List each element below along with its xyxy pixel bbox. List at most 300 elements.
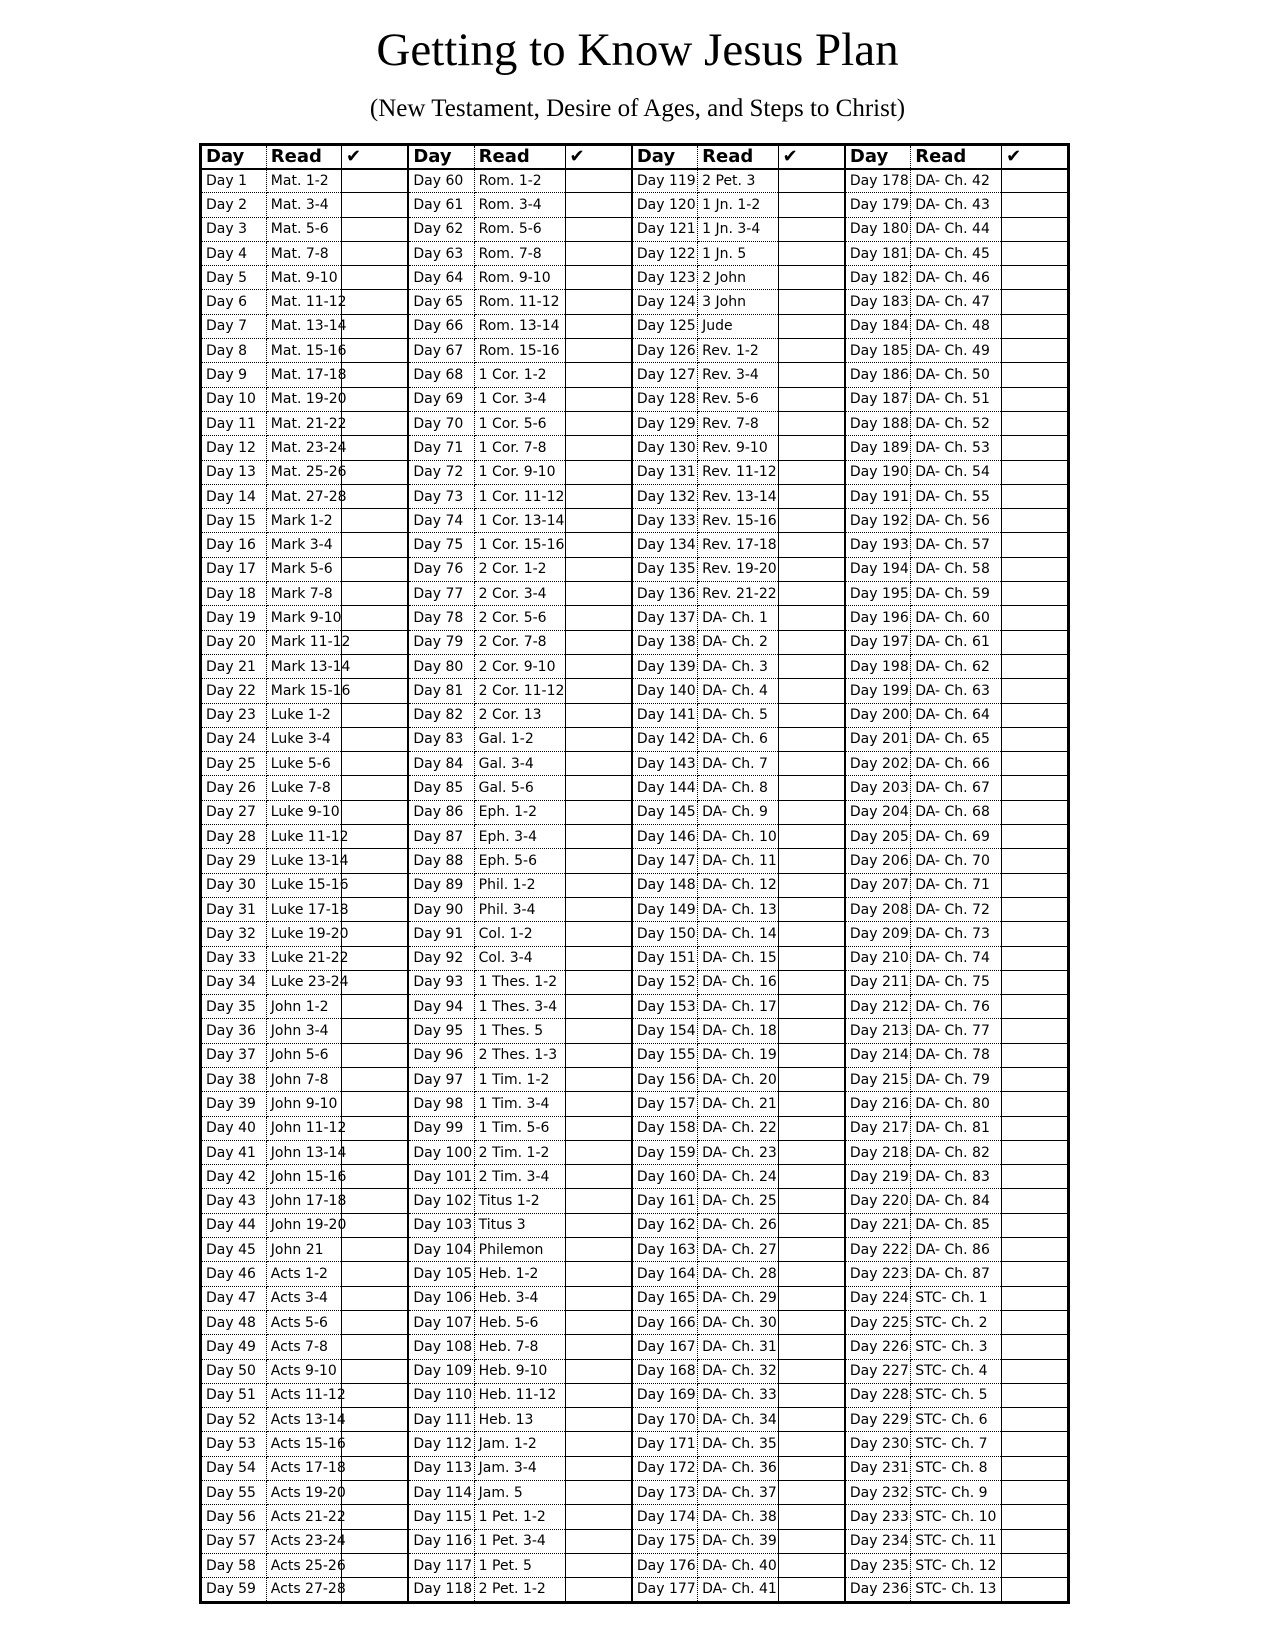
- checkbox-cell[interactable]: [1002, 922, 1069, 946]
- day-cell: Day 31: [201, 897, 267, 921]
- checkbox-cell[interactable]: [342, 460, 409, 484]
- checkbox-cell[interactable]: [1002, 1553, 1069, 1577]
- checkbox-cell[interactable]: [342, 1189, 409, 1213]
- checkbox-cell[interactable]: [1002, 800, 1069, 824]
- checkbox-cell[interactable]: [1002, 1092, 1069, 1116]
- table-row: [201, 1383, 1069, 1407]
- reading-cell: Mat. 1-2: [266, 169, 341, 193]
- checkbox-cell[interactable]: [565, 922, 632, 946]
- checkbox-cell[interactable]: [1002, 1043, 1069, 1067]
- checkbox-cell[interactable]: [565, 1456, 632, 1480]
- checkbox-cell[interactable]: [778, 1481, 845, 1505]
- day-cell: Day 90: [408, 897, 474, 921]
- checkbox-cell[interactable]: [565, 1116, 632, 1140]
- day-cell: Day 43: [201, 1189, 267, 1213]
- day-cell: Day 125: [632, 314, 698, 338]
- day-cell: Day 149: [632, 897, 698, 921]
- checkbox-cell[interactable]: [1002, 703, 1069, 727]
- checkbox-cell[interactable]: [565, 727, 632, 751]
- checkbox-cell[interactable]: [342, 752, 409, 776]
- checkbox-cell[interactable]: [1002, 1140, 1069, 1164]
- reading-cell: Col. 3-4: [474, 946, 565, 970]
- checkbox-cell[interactable]: [778, 363, 845, 387]
- checkbox-cell[interactable]: [778, 1140, 845, 1164]
- checkbox-cell[interactable]: [565, 654, 632, 678]
- checkbox-cell[interactable]: [565, 1505, 632, 1529]
- reading-cell: Luke 19-20: [266, 922, 341, 946]
- checkbox-cell[interactable]: [342, 1383, 409, 1407]
- checkbox-cell[interactable]: [342, 266, 409, 290]
- checkbox-cell[interactable]: [778, 460, 845, 484]
- checkbox-cell[interactable]: [565, 557, 632, 581]
- checkbox-cell[interactable]: [778, 266, 845, 290]
- checkbox-cell[interactable]: [778, 1067, 845, 1091]
- checkbox-cell[interactable]: [342, 679, 409, 703]
- checkbox-cell[interactable]: [778, 970, 845, 994]
- checkbox-cell[interactable]: [778, 314, 845, 338]
- checkbox-cell[interactable]: [342, 1359, 409, 1383]
- checkbox-cell[interactable]: [565, 703, 632, 727]
- checkbox-cell[interactable]: [342, 1140, 409, 1164]
- reading-cell: DA- Ch. 52: [911, 411, 1002, 435]
- checkbox-cell[interactable]: [1002, 1383, 1069, 1407]
- checkbox-cell[interactable]: [565, 533, 632, 557]
- checkbox-cell[interactable]: [565, 1140, 632, 1164]
- checkbox-cell[interactable]: [342, 1116, 409, 1140]
- checkbox-cell[interactable]: [565, 484, 632, 508]
- checkbox-cell[interactable]: [1002, 849, 1069, 873]
- checkbox-cell[interactable]: [342, 1067, 409, 1091]
- checkbox-cell[interactable]: [1002, 1262, 1069, 1286]
- checkbox-cell[interactable]: [1002, 970, 1069, 994]
- checkbox-cell[interactable]: [1002, 1116, 1069, 1140]
- checkbox-cell[interactable]: [1002, 1529, 1069, 1553]
- checkbox-cell[interactable]: [342, 825, 409, 849]
- checkbox-cell[interactable]: [1002, 1578, 1069, 1602]
- checkbox-cell[interactable]: [1002, 1189, 1069, 1213]
- checkbox-cell[interactable]: [778, 339, 845, 363]
- checkbox-cell[interactable]: [342, 533, 409, 557]
- checkbox-cell[interactable]: [342, 946, 409, 970]
- checkbox-cell[interactable]: [342, 1262, 409, 1286]
- checkbox-cell[interactable]: [565, 387, 632, 411]
- checkbox-cell[interactable]: [1002, 727, 1069, 751]
- checkbox-cell[interactable]: [1002, 946, 1069, 970]
- checkbox-cell[interactable]: [565, 1310, 632, 1334]
- day-cell: Day 128: [632, 387, 698, 411]
- checkbox-cell[interactable]: [778, 1505, 845, 1529]
- day-cell: Day 139: [632, 654, 698, 678]
- checkbox-cell[interactable]: [1002, 606, 1069, 630]
- reading-cell: STC- Ch. 11: [911, 1529, 1002, 1553]
- checkbox-cell[interactable]: [342, 509, 409, 533]
- table-row: [201, 1140, 1069, 1164]
- checkbox-cell[interactable]: [778, 776, 845, 800]
- checkbox-cell[interactable]: [778, 1432, 845, 1456]
- checkbox-cell[interactable]: [565, 897, 632, 921]
- checkbox-cell[interactable]: [778, 1092, 845, 1116]
- checkbox-cell[interactable]: [565, 1286, 632, 1310]
- checkbox-cell[interactable]: [778, 1383, 845, 1407]
- day-cell: Day 83: [408, 727, 474, 751]
- checkbox-cell[interactable]: [1002, 387, 1069, 411]
- checkbox-cell[interactable]: [565, 193, 632, 217]
- reading-cell: Luke 5-6: [266, 752, 341, 776]
- checkbox-cell[interactable]: [1002, 484, 1069, 508]
- checkbox-cell[interactable]: [565, 1553, 632, 1577]
- checkbox-cell[interactable]: [778, 1310, 845, 1334]
- checkbox-cell[interactable]: [342, 1310, 409, 1334]
- checkbox-cell[interactable]: [778, 436, 845, 460]
- checkbox-cell[interactable]: [778, 1213, 845, 1237]
- checkbox-cell[interactable]: [342, 1578, 409, 1602]
- checkbox-cell[interactable]: [1002, 217, 1069, 241]
- checkbox-cell[interactable]: [565, 411, 632, 435]
- reading-cell: DA- Ch. 1: [698, 606, 778, 630]
- checkbox-cell[interactable]: [342, 1165, 409, 1189]
- table-row: [201, 411, 1069, 435]
- checkbox-cell[interactable]: [342, 1408, 409, 1432]
- checkbox-cell[interactable]: [1002, 776, 1069, 800]
- checkbox-cell[interactable]: [778, 411, 845, 435]
- checkbox-cell[interactable]: [342, 290, 409, 314]
- checkbox-cell[interactable]: [778, 1043, 845, 1067]
- checkbox-cell[interactable]: [1002, 339, 1069, 363]
- checkbox-cell[interactable]: [342, 169, 409, 193]
- checkbox-cell[interactable]: [1002, 1408, 1069, 1432]
- checkbox-cell[interactable]: [1002, 752, 1069, 776]
- checkbox-cell[interactable]: [342, 897, 409, 921]
- reading-cell: DA- Ch. 74: [911, 946, 1002, 970]
- reading-cell: DA- Ch. 8: [698, 776, 778, 800]
- day-cell: Day 188: [845, 411, 911, 435]
- checkbox-cell[interactable]: [342, 241, 409, 265]
- reading-cell: DA- Ch. 66: [911, 752, 1002, 776]
- checkbox-cell[interactable]: [1002, 411, 1069, 435]
- checkbox-cell[interactable]: [565, 1213, 632, 1237]
- checkbox-cell[interactable]: [342, 1432, 409, 1456]
- day-cell: Day 199: [845, 679, 911, 703]
- checkbox-cell[interactable]: [1002, 582, 1069, 606]
- checkbox-cell[interactable]: [565, 776, 632, 800]
- checkbox-cell[interactable]: [1002, 873, 1069, 897]
- checkbox-cell[interactable]: [565, 436, 632, 460]
- checkbox-cell[interactable]: [778, 1553, 845, 1577]
- reading-cell: DA- Ch. 53: [911, 436, 1002, 460]
- checkbox-cell[interactable]: [778, 1262, 845, 1286]
- checkbox-cell[interactable]: [778, 995, 845, 1019]
- reading-cell: Mat. 5-6: [266, 217, 341, 241]
- day-cell: Day 14: [201, 484, 267, 508]
- checkbox-cell[interactable]: [342, 387, 409, 411]
- reading-cell: DA- Ch. 69: [911, 825, 1002, 849]
- checkbox-cell[interactable]: [778, 290, 845, 314]
- checkbox-cell[interactable]: [1002, 995, 1069, 1019]
- checkbox-cell[interactable]: [565, 266, 632, 290]
- day-cell: Day 35: [201, 995, 267, 1019]
- checkbox-cell[interactable]: [565, 1529, 632, 1553]
- reading-cell: 1 Thes. 3-4: [474, 995, 565, 1019]
- checkbox-cell[interactable]: [1002, 630, 1069, 654]
- checkbox-cell[interactable]: [342, 922, 409, 946]
- checkbox-cell[interactable]: [342, 436, 409, 460]
- checkbox-cell[interactable]: [778, 169, 845, 193]
- checkbox-cell[interactable]: [1002, 1019, 1069, 1043]
- checkbox-cell[interactable]: [778, 654, 845, 678]
- checkbox-cell[interactable]: [1002, 460, 1069, 484]
- checkbox-cell[interactable]: [1002, 290, 1069, 314]
- checkbox-cell[interactable]: [342, 314, 409, 338]
- checkbox-cell[interactable]: [778, 557, 845, 581]
- checkbox-cell[interactable]: [342, 1481, 409, 1505]
- checkbox-cell[interactable]: [342, 776, 409, 800]
- checkbox-cell[interactable]: [778, 873, 845, 897]
- checkbox-cell[interactable]: [342, 363, 409, 387]
- checkbox-cell[interactable]: [565, 460, 632, 484]
- checkbox-cell[interactable]: [778, 1456, 845, 1480]
- checkbox-cell[interactable]: [342, 606, 409, 630]
- checkbox-cell[interactable]: [1002, 1481, 1069, 1505]
- checkbox-cell[interactable]: [565, 339, 632, 363]
- checkbox-cell[interactable]: [1002, 897, 1069, 921]
- reading-cell: DA- Ch. 2: [698, 630, 778, 654]
- day-cell: Day 177: [632, 1578, 698, 1602]
- reading-cell: 2 Tim. 1-2: [474, 1140, 565, 1164]
- checkbox-cell[interactable]: [1002, 169, 1069, 193]
- checkbox-cell[interactable]: [778, 1286, 845, 1310]
- checkbox-cell[interactable]: [778, 1019, 845, 1043]
- checkbox-cell[interactable]: [1002, 1286, 1069, 1310]
- checkbox-cell[interactable]: [778, 752, 845, 776]
- checkbox-cell[interactable]: [1002, 436, 1069, 460]
- checkbox-cell[interactable]: [778, 1408, 845, 1432]
- reading-cell: Mat. 21-22: [266, 411, 341, 435]
- checkbox-cell[interactable]: [565, 314, 632, 338]
- checkbox-cell[interactable]: [342, 1019, 409, 1043]
- checkbox-cell[interactable]: [1002, 1213, 1069, 1237]
- checkbox-cell[interactable]: [778, 849, 845, 873]
- checkbox-cell[interactable]: [565, 363, 632, 387]
- checkbox-cell[interactable]: [565, 290, 632, 314]
- checkbox-cell[interactable]: [1002, 1310, 1069, 1334]
- checkbox-cell[interactable]: [565, 1383, 632, 1407]
- checkbox-cell[interactable]: [342, 1286, 409, 1310]
- checkbox-cell[interactable]: [1002, 1335, 1069, 1359]
- day-cell: Day 151: [632, 946, 698, 970]
- checkbox-cell[interactable]: [778, 679, 845, 703]
- checkbox-cell[interactable]: [778, 484, 845, 508]
- checkbox-cell[interactable]: [778, 1165, 845, 1189]
- day-cell: Day 109: [408, 1359, 474, 1383]
- checkbox-cell[interactable]: [1002, 654, 1069, 678]
- checkbox-cell[interactable]: [565, 1092, 632, 1116]
- checkbox-cell[interactable]: [342, 654, 409, 678]
- checkbox-cell[interactable]: [565, 1578, 632, 1602]
- checkbox-cell[interactable]: [778, 1189, 845, 1213]
- checkbox-cell[interactable]: [1002, 1165, 1069, 1189]
- checkbox-cell[interactable]: [342, 339, 409, 363]
- checkbox-cell[interactable]: [342, 582, 409, 606]
- checkbox-cell[interactable]: [565, 582, 632, 606]
- checkbox-cell[interactable]: [565, 630, 632, 654]
- checkbox-cell[interactable]: [778, 193, 845, 217]
- checkbox-cell[interactable]: [565, 1481, 632, 1505]
- day-cell: Day 96: [408, 1043, 474, 1067]
- checkbox-cell[interactable]: [778, 1529, 845, 1553]
- checkbox-cell[interactable]: [778, 241, 845, 265]
- day-cell: Day 232: [845, 1481, 911, 1505]
- checkbox-cell[interactable]: [778, 217, 845, 241]
- checkbox-cell[interactable]: [1002, 266, 1069, 290]
- checkbox-cell[interactable]: [565, 241, 632, 265]
- day-cell: Day 132: [632, 484, 698, 508]
- reading-cell: DA- Ch. 65: [911, 727, 1002, 751]
- checkbox-cell[interactable]: [342, 1043, 409, 1067]
- checkbox-cell[interactable]: [342, 1456, 409, 1480]
- read-header: Read: [698, 145, 778, 169]
- checkbox-cell[interactable]: [342, 1505, 409, 1529]
- checkbox-cell[interactable]: [565, 606, 632, 630]
- day-cell: Day 137: [632, 606, 698, 630]
- checkbox-cell[interactable]: [1002, 533, 1069, 557]
- reading-cell: DA- Ch. 82: [911, 1140, 1002, 1164]
- checkbox-cell[interactable]: [565, 1238, 632, 1262]
- checkbox-cell[interactable]: [1002, 241, 1069, 265]
- checkbox-cell[interactable]: [342, 411, 409, 435]
- checkbox-cell[interactable]: [342, 1529, 409, 1553]
- checkbox-cell[interactable]: [565, 995, 632, 1019]
- checkbox-cell[interactable]: [1002, 557, 1069, 581]
- checkbox-cell[interactable]: [342, 630, 409, 654]
- table-row: [201, 970, 1069, 994]
- checkbox-cell[interactable]: [565, 1019, 632, 1043]
- checkbox-cell[interactable]: [565, 1189, 632, 1213]
- checkbox-cell[interactable]: [1002, 363, 1069, 387]
- checkbox-cell[interactable]: [1002, 1359, 1069, 1383]
- checkbox-cell[interactable]: [1002, 1238, 1069, 1262]
- checkbox-cell[interactable]: [565, 509, 632, 533]
- checkbox-cell[interactable]: [565, 1432, 632, 1456]
- checkbox-cell[interactable]: [565, 1165, 632, 1189]
- checkbox-cell[interactable]: [342, 1238, 409, 1262]
- checkbox-cell[interactable]: [342, 1092, 409, 1116]
- checkbox-cell[interactable]: [565, 169, 632, 193]
- checkbox-cell[interactable]: [565, 752, 632, 776]
- checkbox-cell[interactable]: [778, 630, 845, 654]
- checkbox-cell[interactable]: [342, 217, 409, 241]
- checkbox-cell[interactable]: [342, 800, 409, 824]
- checkbox-cell[interactable]: [778, 533, 845, 557]
- reading-cell: Rom. 5-6: [474, 217, 565, 241]
- checkbox-cell[interactable]: [1002, 825, 1069, 849]
- checkbox-cell[interactable]: [565, 946, 632, 970]
- checkbox-cell[interactable]: [565, 1067, 632, 1091]
- checkbox-cell[interactable]: [565, 970, 632, 994]
- checkbox-cell[interactable]: [1002, 314, 1069, 338]
- day-cell: Day 50: [201, 1359, 267, 1383]
- checkbox-cell[interactable]: [778, 825, 845, 849]
- reading-cell: 2 John: [698, 266, 778, 290]
- checkbox-cell[interactable]: [778, 606, 845, 630]
- checkbox-cell[interactable]: [778, 1335, 845, 1359]
- day-cell: Day 65: [408, 290, 474, 314]
- checkbox-cell[interactable]: [778, 387, 845, 411]
- checkbox-cell[interactable]: [1002, 1456, 1069, 1480]
- checkbox-cell[interactable]: [778, 1116, 845, 1140]
- checkbox-cell[interactable]: [565, 679, 632, 703]
- checkbox-cell[interactable]: [565, 1262, 632, 1286]
- checkbox-cell[interactable]: [1002, 679, 1069, 703]
- checkbox-cell[interactable]: [342, 1553, 409, 1577]
- checkbox-cell[interactable]: [1002, 1067, 1069, 1091]
- checkbox-cell[interactable]: [1002, 509, 1069, 533]
- checkbox-cell[interactable]: [565, 849, 632, 873]
- checkbox-cell[interactable]: [342, 1335, 409, 1359]
- checkbox-cell[interactable]: [342, 1213, 409, 1237]
- checkbox-cell[interactable]: [778, 1578, 845, 1602]
- checkbox-cell[interactable]: [1002, 1505, 1069, 1529]
- checkbox-cell[interactable]: [565, 1335, 632, 1359]
- day-cell: Day 202: [845, 752, 911, 776]
- checkbox-cell[interactable]: [565, 217, 632, 241]
- checkbox-cell[interactable]: [778, 800, 845, 824]
- checkbox-cell[interactable]: [342, 557, 409, 581]
- checkbox-cell[interactable]: [342, 727, 409, 751]
- checkbox-cell[interactable]: [778, 922, 845, 946]
- table-row: [201, 1578, 1069, 1602]
- reading-cell: 1 Cor. 13-14: [474, 509, 565, 533]
- checkbox-cell[interactable]: [778, 703, 845, 727]
- day-cell: Day 91: [408, 922, 474, 946]
- checkbox-cell[interactable]: [778, 727, 845, 751]
- checkbox-cell[interactable]: [1002, 1432, 1069, 1456]
- checkbox-cell[interactable]: [565, 873, 632, 897]
- checkbox-cell[interactable]: [778, 1359, 845, 1383]
- reading-cell: 1 Cor. 3-4: [474, 387, 565, 411]
- day-cell: Day 193: [845, 533, 911, 557]
- checkbox-cell[interactable]: [778, 897, 845, 921]
- checkbox-cell[interactable]: [342, 484, 409, 508]
- checkbox-cell[interactable]: [778, 1238, 845, 1262]
- checkbox-cell[interactable]: [342, 849, 409, 873]
- checkbox-cell[interactable]: [565, 1359, 632, 1383]
- checkbox-cell[interactable]: [565, 800, 632, 824]
- checkbox-cell[interactable]: [1002, 193, 1069, 217]
- checkbox-cell[interactable]: [342, 703, 409, 727]
- reading-cell: Rev. 5-6: [698, 387, 778, 411]
- reading-cell: Acts 17-18: [266, 1456, 341, 1480]
- reading-cell: Luke 13-14: [266, 849, 341, 873]
- checkbox-cell[interactable]: [342, 873, 409, 897]
- checkbox-cell[interactable]: [565, 825, 632, 849]
- checkbox-cell[interactable]: [778, 946, 845, 970]
- day-cell: Day 201: [845, 727, 911, 751]
- checkbox-cell[interactable]: [342, 193, 409, 217]
- checkbox-cell[interactable]: [342, 970, 409, 994]
- reading-cell: Mark 15-16: [266, 679, 341, 703]
- reading-cell: DA- Ch. 78: [911, 1043, 1002, 1067]
- reading-cell: DA- Ch. 56: [911, 509, 1002, 533]
- checkbox-cell[interactable]: [778, 509, 845, 533]
- checkbox-cell[interactable]: [565, 1408, 632, 1432]
- checkbox-cell[interactable]: [342, 995, 409, 1019]
- checkbox-cell[interactable]: [778, 582, 845, 606]
- day-cell: Day 165: [632, 1286, 698, 1310]
- reading-cell: John 21: [266, 1238, 341, 1262]
- day-cell: Day 219: [845, 1165, 911, 1189]
- checkbox-cell[interactable]: [565, 1043, 632, 1067]
- day-cell: Day 97: [408, 1067, 474, 1091]
